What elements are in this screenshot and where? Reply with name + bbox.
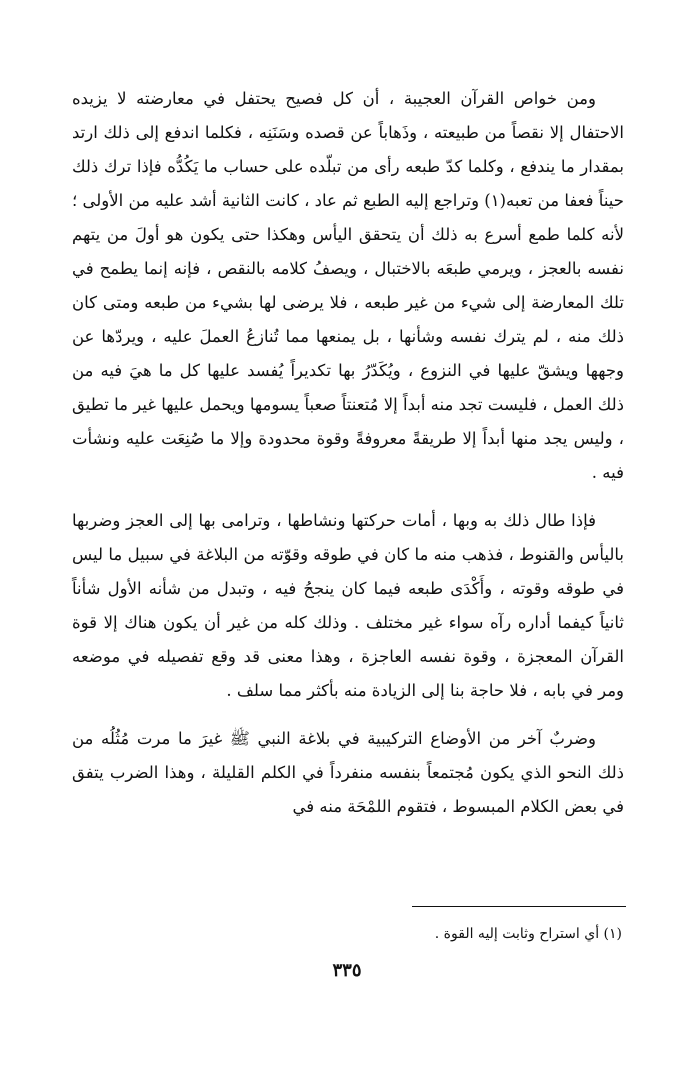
page-body bbox=[72, 82, 624, 824]
page-number: ٣٣٥ bbox=[332, 960, 362, 981]
footnote: (١) أي استراح وثابت إليه القوة . bbox=[434, 926, 622, 942]
footnote-divider bbox=[412, 906, 626, 907]
paragraph-1: ومن خواص القرآن العجيبة ، أن كل فصيح يحتفل في معارضته لا يزيده الاحتفال إلا نقصاً من طبيعته ، وذَهاباً عن قصده وسَنَنِه ، فكلما اندفع إلى ذلك ارتد بمقدار ما يندفع ، وكلما كدّ طبعه رأى من تبلّده على حساب ما يَكُدُّه فإذا ترك ذلك حيناً فعفا من تعبه(١) وتراجع إليه الطبع ثم عاد ، كانت الثانية أشد عليه من الأولى ؛ لأنه كلما طمع أسرع به ذلك أن يتحقق اليأس وهكذا حتى يكون هو أولَ من يتهم نفسه بالعجز ، ويرمي طبعَه بالاختبال ، ويصفُ كلامه بالنقص ، فإنه إنما يطمح في تلك المعارضة إلى شيء من غير طبعه ، فلا يرضى لها بشيء من طبعه ومتى كان ذلك منه ، لم يترك نفسه وشأنها ، بل يمنعها مما تُنازعُ العملَ عليه ، ويردّها عن وجهها ويشقّ عليها في النزوع ، ويُكَدّرُ بها تكديراً يُفسد عليها كل ما هيَ فيه من ذلك العمل ، فليست تجد منه أبداً إلا مُتعنتاً صعباً يسومها ويحمل عليها غير ما تطيق ، وليس يجد منها أبداً إلا طريقةً معروفةً وقوة محدودة وإلا ما صُنِعَت عليه ونشأت فيه . bbox=[72, 89, 624, 482]
paragraph-2: فإذا طال ذلك به وبها ، أمات حركتها ونشاطها ، وترامى بها إلى العجز وضربها باليأس والقنوط ، فذهب منه ما كان في طوقه وقوّته من البلاغة في سبيل ما ليس في طوقه وقوته ، وأَكْدَى طبعه فيما كان ينجحُ فيه ، وتبدل من شأنه الأول شأناً ثانياً كيفما أداره رآه سواء غير مختلف . وذلك كله من غير أن يكون هناك إلا قوة القرآن المعجزة ، وقوة نفسه العاجزة ، وهذا معنى قد وقع تفصيله في موضعه ومر في بابه ، فلا حاجة بنا إلى الزيادة منه بأكثر مما سلف . bbox=[72, 511, 624, 700]
paragraph-3: وضربٌ آخر من الأوضاع التركيبية في بلاغة النبي ﷺ غيرَ ما مرت مُثُلُه من ذلك النحو الذي يكون مُجتمعاً بنفسه منفرداً في الكلم القليلة ، وهذا الضرب يتفق في بعض الكلام المبسوط ، فتقوم اللمْحَة منه في bbox=[72, 729, 624, 816]
